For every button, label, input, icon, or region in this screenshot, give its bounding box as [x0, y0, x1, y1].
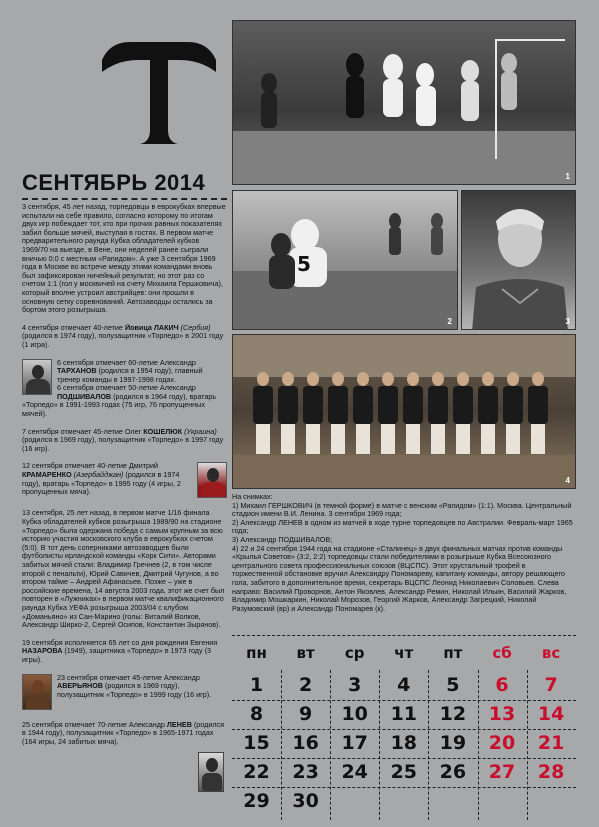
calendar-day: 2	[298, 674, 313, 696]
calendar-day: 5	[446, 674, 460, 696]
note-post: (1949), защитника «Торпедо» в 1973 году (3 игры).	[22, 646, 211, 664]
calendar-header-4: пт	[443, 644, 463, 662]
portrait-photo	[22, 359, 52, 395]
note-item	[22, 203, 227, 315]
note-pre: 4 сентября отмечает 40-летие	[22, 323, 125, 332]
note-country: (Сербия)	[178, 323, 211, 332]
calendar-day: 30	[292, 790, 319, 812]
calendar-day: 6	[495, 674, 509, 696]
calendar-day: 28	[537, 761, 565, 783]
calendar-day: 3	[348, 674, 362, 696]
note-post: (родился в 1974 году), вратарь «Торпедо» в 1995 году (4 игры, 2 пропущенных мяча).	[22, 470, 181, 497]
note-item	[22, 721, 227, 747]
calendar-header-6: вс	[541, 644, 561, 662]
note-post: (родился в 1964 году), вратарь «Торпедо» в 1991-1993 годах (75 игр, 76 пропущенных мячей).	[22, 391, 217, 419]
calendar-day: 13	[488, 703, 516, 725]
note-item	[22, 674, 227, 712]
calendar-day: 10	[341, 703, 368, 725]
title-divider	[22, 198, 227, 200]
photo-number: 3	[565, 317, 570, 326]
portrait-photo	[22, 674, 52, 710]
note-item	[22, 324, 227, 350]
svg-text:5: 5	[297, 252, 311, 276]
calendar-header-2: ср	[344, 644, 365, 662]
caption-line: 2) Александр ЛЕНЕВ в одном из матчей в ходе турне торпедовцев по Австралии. Февраль-март 1965 года;	[232, 517, 573, 536]
calendar-day: 1	[249, 674, 264, 696]
photo-number: 4	[565, 476, 570, 485]
calendar-header-3: чт	[394, 644, 414, 662]
calendar-header-0: пн	[246, 644, 267, 662]
note-person: ЛЕНЕВ	[166, 720, 192, 729]
calendar-day: 14	[537, 703, 565, 725]
photo-captions	[232, 493, 576, 613]
note-item	[22, 509, 227, 629]
calendar-day: 8	[249, 703, 264, 725]
calendar-day: 17	[341, 732, 368, 754]
photo-number: 2	[447, 317, 452, 326]
calendar-grid	[232, 640, 576, 820]
note-post: (родился в 1954 году), главный тренер команды в 1997-1998 годах.	[57, 366, 203, 384]
torpedo-logo	[100, 38, 218, 148]
note-person: ТАРХАНОВ	[57, 366, 97, 376]
calendar-day: 16	[292, 732, 319, 754]
calendar-day: 18	[390, 732, 418, 754]
photo-number: 1	[565, 172, 570, 181]
calendar-row-divider	[232, 758, 576, 759]
note-item	[22, 359, 227, 419]
calendar-day: 15	[243, 732, 270, 754]
calendar-day: 21	[537, 732, 565, 754]
calendar-row-divider	[232, 729, 576, 730]
calendar-day: 20	[488, 732, 516, 754]
photo-player-5	[232, 190, 458, 330]
calendar-day: 27	[488, 761, 516, 783]
note-person: КРАМАРЕНКО	[22, 470, 72, 480]
note-pre: 25 сентября отмечает 70-летие Александр	[22, 720, 167, 729]
photo-match-rapid	[232, 20, 576, 185]
month-title: СЕНТЯБРЬ 2014	[22, 170, 206, 195]
note-item	[22, 462, 227, 500]
calendar-column-divider	[379, 670, 380, 820]
note-country: (Украина)	[182, 427, 217, 436]
portrait-photo	[197, 462, 227, 498]
photo-goalkeeper	[461, 190, 576, 330]
note-post: (родился в 1969 году), полузащитник «Торпедо» в 1999 году (16 игр).	[57, 681, 212, 699]
note-pre: 19 сентября исполняется 65 лет со дня рождения Евгения	[22, 638, 218, 647]
calendar-top-rule	[232, 635, 576, 636]
calendar-day: 25	[390, 761, 418, 783]
note-post: (родился в 1969 году), полузащитник «Торпедо» в 1997 году (16 игр).	[22, 435, 224, 453]
calendar-header-1: вт	[296, 644, 315, 662]
note-post: (родился в 1974 году), полузащитник «Торпедо» в 2001 году (1 игра).	[22, 331, 224, 349]
calendar-row-divider	[232, 700, 576, 701]
calendar-row-divider	[232, 787, 576, 788]
calendar-day: 26	[439, 761, 467, 783]
photo-team-lineup	[232, 334, 576, 489]
calendar-day: 4	[397, 674, 411, 696]
calendar-column-divider	[428, 670, 429, 820]
note-pre: 12 сентября отмечает 40-летие Дмитрий	[22, 462, 159, 471]
calendar-day: 23	[292, 761, 319, 783]
note-country: (Азербайджан)	[71, 470, 124, 480]
note-person: АВЕРЬЯНОВ	[57, 681, 103, 691]
note-item	[22, 428, 227, 454]
caption-line: 1) Михаил ГЕРШКОВИЧ (в темной форме) в матче с венским «Рапидом» (1:1). Москва. Центральный стадион имени В.И. Ленина. 3 сентября 1969 года;	[232, 500, 572, 519]
calendar-day: 11	[390, 703, 418, 725]
note-pre: 7 сентября отмечает 45-летие Олег	[22, 427, 144, 436]
note-item	[22, 639, 227, 665]
calendar-day: 7	[544, 674, 558, 696]
calendar-day: 24	[341, 761, 368, 783]
notes-column	[22, 203, 227, 823]
calendar-column-divider	[281, 670, 282, 820]
calendar-day: 19	[439, 732, 467, 754]
note-post: (родился в 1944 году), полузащитник «Торпедо» в 1965-1971 годах (164 игры, 24 забитых мяча).	[22, 720, 225, 746]
note-pre: 6 сентября отмечает 60-летие Александр	[57, 358, 196, 367]
caption-line: 3) Александр ПОДШИВАЛОВ;	[232, 534, 333, 544]
note-person: НАЗАРОВА	[22, 646, 63, 656]
note-text: 13 сентября, 25 лет назад, в первом матче 1/16 финала Кубка обладателей кубков розыгрыша 1989/90 на стадионе «Торпедо» была одержана победа с самым крупным за всю историю участия московского клуба в еврокубках счетом (5:0). В тот день соперниками автозаводцев были футболисты ирландской команды «Корк Сити». Авторами забитых мячей стали: Владимир Гречнев (2, в том числе второй с пенальти), Юрий Савичев, Дмитрий Чугунов, а во втором тайме – Андрей Афанасьев. Позже – уже в российские времена, 14 августа 2003 года, этот же счет был повторен в «Лужниках» в первом матче квалификационного раунда Кубка УЕФА розыгрыша 2003/04 с клубом «Доманьяно» из Сан-Марино (голы: Виталий Волков, Александр Ширко-2, Сергей Осипов, Константин Зырянов).	[22, 509, 225, 630]
caption-line: 4) 22 и 24 сентября 1944 года на стадионе «Сталинец» в двух финальных матчах против команды «Крылья Советов» (3:2, 2:2) торпедовцы стали победителями в розыгрыше Кубка Всесоюзного центрального совета профессиональных союзов (ВЦСПС). Этот хрустальный трофей в торжественной обстановке вручил Александру Пономареву, капитану команды, автору решающего гола, забитого в дополнительное время, секретарь ВЦСПС Леонид Николаевич Соловьев. Слева направо: Василий Проворнов, Антон Яковлев, Александр Ремин, Николай Ильин, Василий Жарков, Владимир Мошкаркин, Николай Морозов, Георгий Жарков, Александр Загрецкий, Николай Разумовский (вр) и Александр Пономарев (к).	[232, 543, 567, 613]
note-person: ПОДШИВАЛОВ	[57, 391, 112, 401]
note-text: 3 сентября, 45 лет назад, торпедовцы в еврокубках впервые испытали на себе правило, согласно которому по итогам двух игр побеждает тот, кто при прочих равных показателях забил больше мячей, выступая в гостях. В первом матче предварительного раунда Кубка обладателей кубков 1969/70 на выезде, в Вене, они неделей ранее сыграли вничью 0:0 с местным «Рапидом». А уже 3 сентября 1969 года в Москве во встрече между этими командами вновь был зафиксирован ничейный результат, но этот раз со счетом 1:1 (гол у москвичей на счету Михаила Гершковича), который вполне устроил австрийцев: они прошли в основную сетку соревнований. Автозаводцы остались за бортом этого розыгрыша.	[22, 203, 226, 315]
calendar-header-5: сб	[492, 644, 512, 662]
note-pre: 6 сентября отмечает 50-летие Александр	[57, 383, 196, 393]
calendar-column-divider	[478, 670, 479, 820]
captions-heading: На снимках:	[232, 492, 273, 501]
calendar-day: 12	[439, 703, 467, 725]
note-person: КОШЕЛЮК	[143, 427, 183, 436]
calendar-day: 22	[243, 761, 270, 783]
calendar-column-divider	[330, 670, 331, 820]
calendar-day: 29	[243, 790, 270, 812]
calendar-column-divider	[527, 670, 528, 820]
calendar-day: 9	[298, 703, 313, 725]
portrait-photo	[198, 752, 224, 792]
note-person: Йовица ЛАКИЧ	[124, 323, 179, 332]
note-pre: 23 сентября отмечает 45-летие Александр	[57, 673, 200, 682]
